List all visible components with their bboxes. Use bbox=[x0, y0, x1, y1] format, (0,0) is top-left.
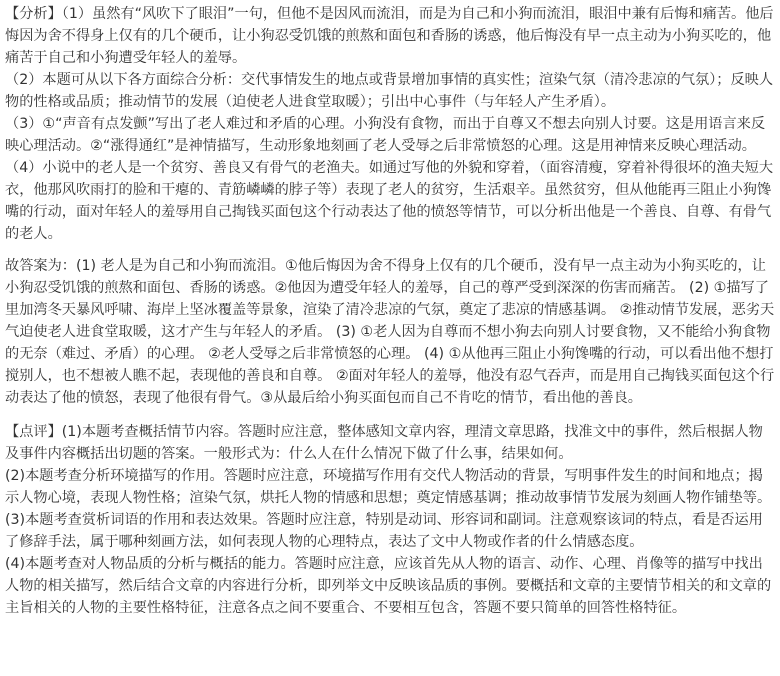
comment-paragraph-1: 【点评】(1)本题考查概括情节内容。答题时应注意，整体感知文章内容，理清文章思路，找准文中的事件，然后根据人物及事件内容概括出切题的答案。一般形式为：什么人在什么情况下做了什么事，结果如何。 bbox=[5, 424, 763, 462]
analysis-paragraph-4: （4）小说中的老人是一个贫穷、善良又有骨气的老渔夫。如通过写他的外貌和穿着，（面容清瘦，穿着补得很坏的渔夫短大衣，他那风吹雨打的脸和干瘪的、青筋嶙嶙的脖子等）表现了老人的贫穷，生活艰辛。虽然贫穷，但从他能再三阻止小狗馋嘴的行动，面对年轻人的羞辱用自己掏钱买面包这个行动表达了他的愤怒等情节，可以分析出他是一个善良、自尊、有骨气的老人。 bbox=[5, 160, 774, 242]
answer-section bbox=[5, 255, 776, 409]
comment-paragraph-3: (3)本题考查赏析词语的作用和表达效果。答题时应注意，特别是动词、形容词和副词。注意观察该词的特点，看是否运用了修辞手法，属于哪种刻画方法，如何表现人物的心理特点，表达了文中人物或作者的什么情感态度。 bbox=[5, 512, 763, 550]
analysis-paragraph-1: 【分析】（1）虽然有“风吹下了眼泪”一句，但他不是因风而流泪，而是为自己和小狗而流泪，眼泪中兼有后悔和痛苦。他后悔因为舍不得身上仅有的几个硬币，让小狗忍受饥饿的煎熬和面包和香肠的诱惑，他后悔没有早一点主动为小狗买吃的，他痛苦于自己和小狗遭受年轻人的羞辱。 bbox=[5, 6, 774, 66]
comment-section bbox=[5, 421, 776, 619]
comment-paragraph-2: (2)本题考查分析环境描写的作用。答题时应注意，环境描写作用有交代人物活动的背景，写明事件发生的时间和地点；揭示人物心境，表现人物性格；渲染气氛，烘托人物的情感和思想；奠定情感基调；推动故事情节发展为刻画人物作铺垫等。 bbox=[5, 468, 772, 506]
analysis-paragraph-2: （2）本题可从以下各方面综合分析：交代事情发生的地点或背景增加事情的真实性；渲染气氛（清冷悲凉的气氛）；反映人物的性格或品质；推动情节的发展（迫使老人进食堂取暖）；引出中心事件（与年轻人产生矛盾）。 bbox=[5, 72, 774, 110]
analysis-section bbox=[5, 3, 776, 245]
analysis-paragraph-3: （3）①“声音有点发颤”写出了老人难过和矛盾的心理。小狗没有食物，而出于自尊又不想去向别人讨要。这是用语言来反映心理活动。②“涨得通红”是神情描写，生动形象地刻画了老人受辱之后非常愤怒的心理。这是用神情来反映心理活动。 bbox=[5, 116, 766, 154]
answer-paragraph: 故答案为：(1) 老人是为自己和小狗而流泪。①他后悔因为舍不得身上仅有的几个硬币，没有早一点主动为小狗买吃的，让小狗忍受饥饿的煎熬和面包、香肠的诱惑。②他因为遭受年轻人的羞辱，自己的尊严受到深深的伤害而痛苦。 (2) ①描写了里加湾冬天暴风呼啸、海岸上坚冰覆盖等景象，渲染了清冷悲凉的气氛，奠定了悲凉的情感基调。 ②推动情节发展，恶劣天气迫使老人进食堂取暖，这才产生与年轻人的矛盾。 (3) ①老人因为自尊而不想小狗去向别人讨要食物，又不能给小狗食物的无奈（难过、矛盾）的心理。 ②老人受辱之后非常愤怒的心理。 (4) ①从他再三阻止小狗馋嘴的行动，可以看出他不想打搅别人，也不想被人瞧不起，表现他的善良和自尊。 ②面对年轻人的羞辱，他没有忍气吞声，而是用自己掏钱买面包这个行动表达了他的愤怒，表现了他很有骨气。③从最后给小狗买面包而自己不肯吃的情节，看出他的善良。 bbox=[5, 258, 775, 406]
comment-paragraph-4: (4)本题考查对人物品质的分析与概括的能力。答题时应注意，应该首先从人物的语言、动作、心理、肖像等的描写中找出人物的相关描写，然后结合文章的内容进行分析，即列举文中反映该品质的事例。要概括和文章的主要情节相关的和文章的主旨相关的人物的主要性格特征，注意各点之间不要重合、不要相互包含，答题不要只简单的回答性格特征。 bbox=[5, 556, 772, 616]
